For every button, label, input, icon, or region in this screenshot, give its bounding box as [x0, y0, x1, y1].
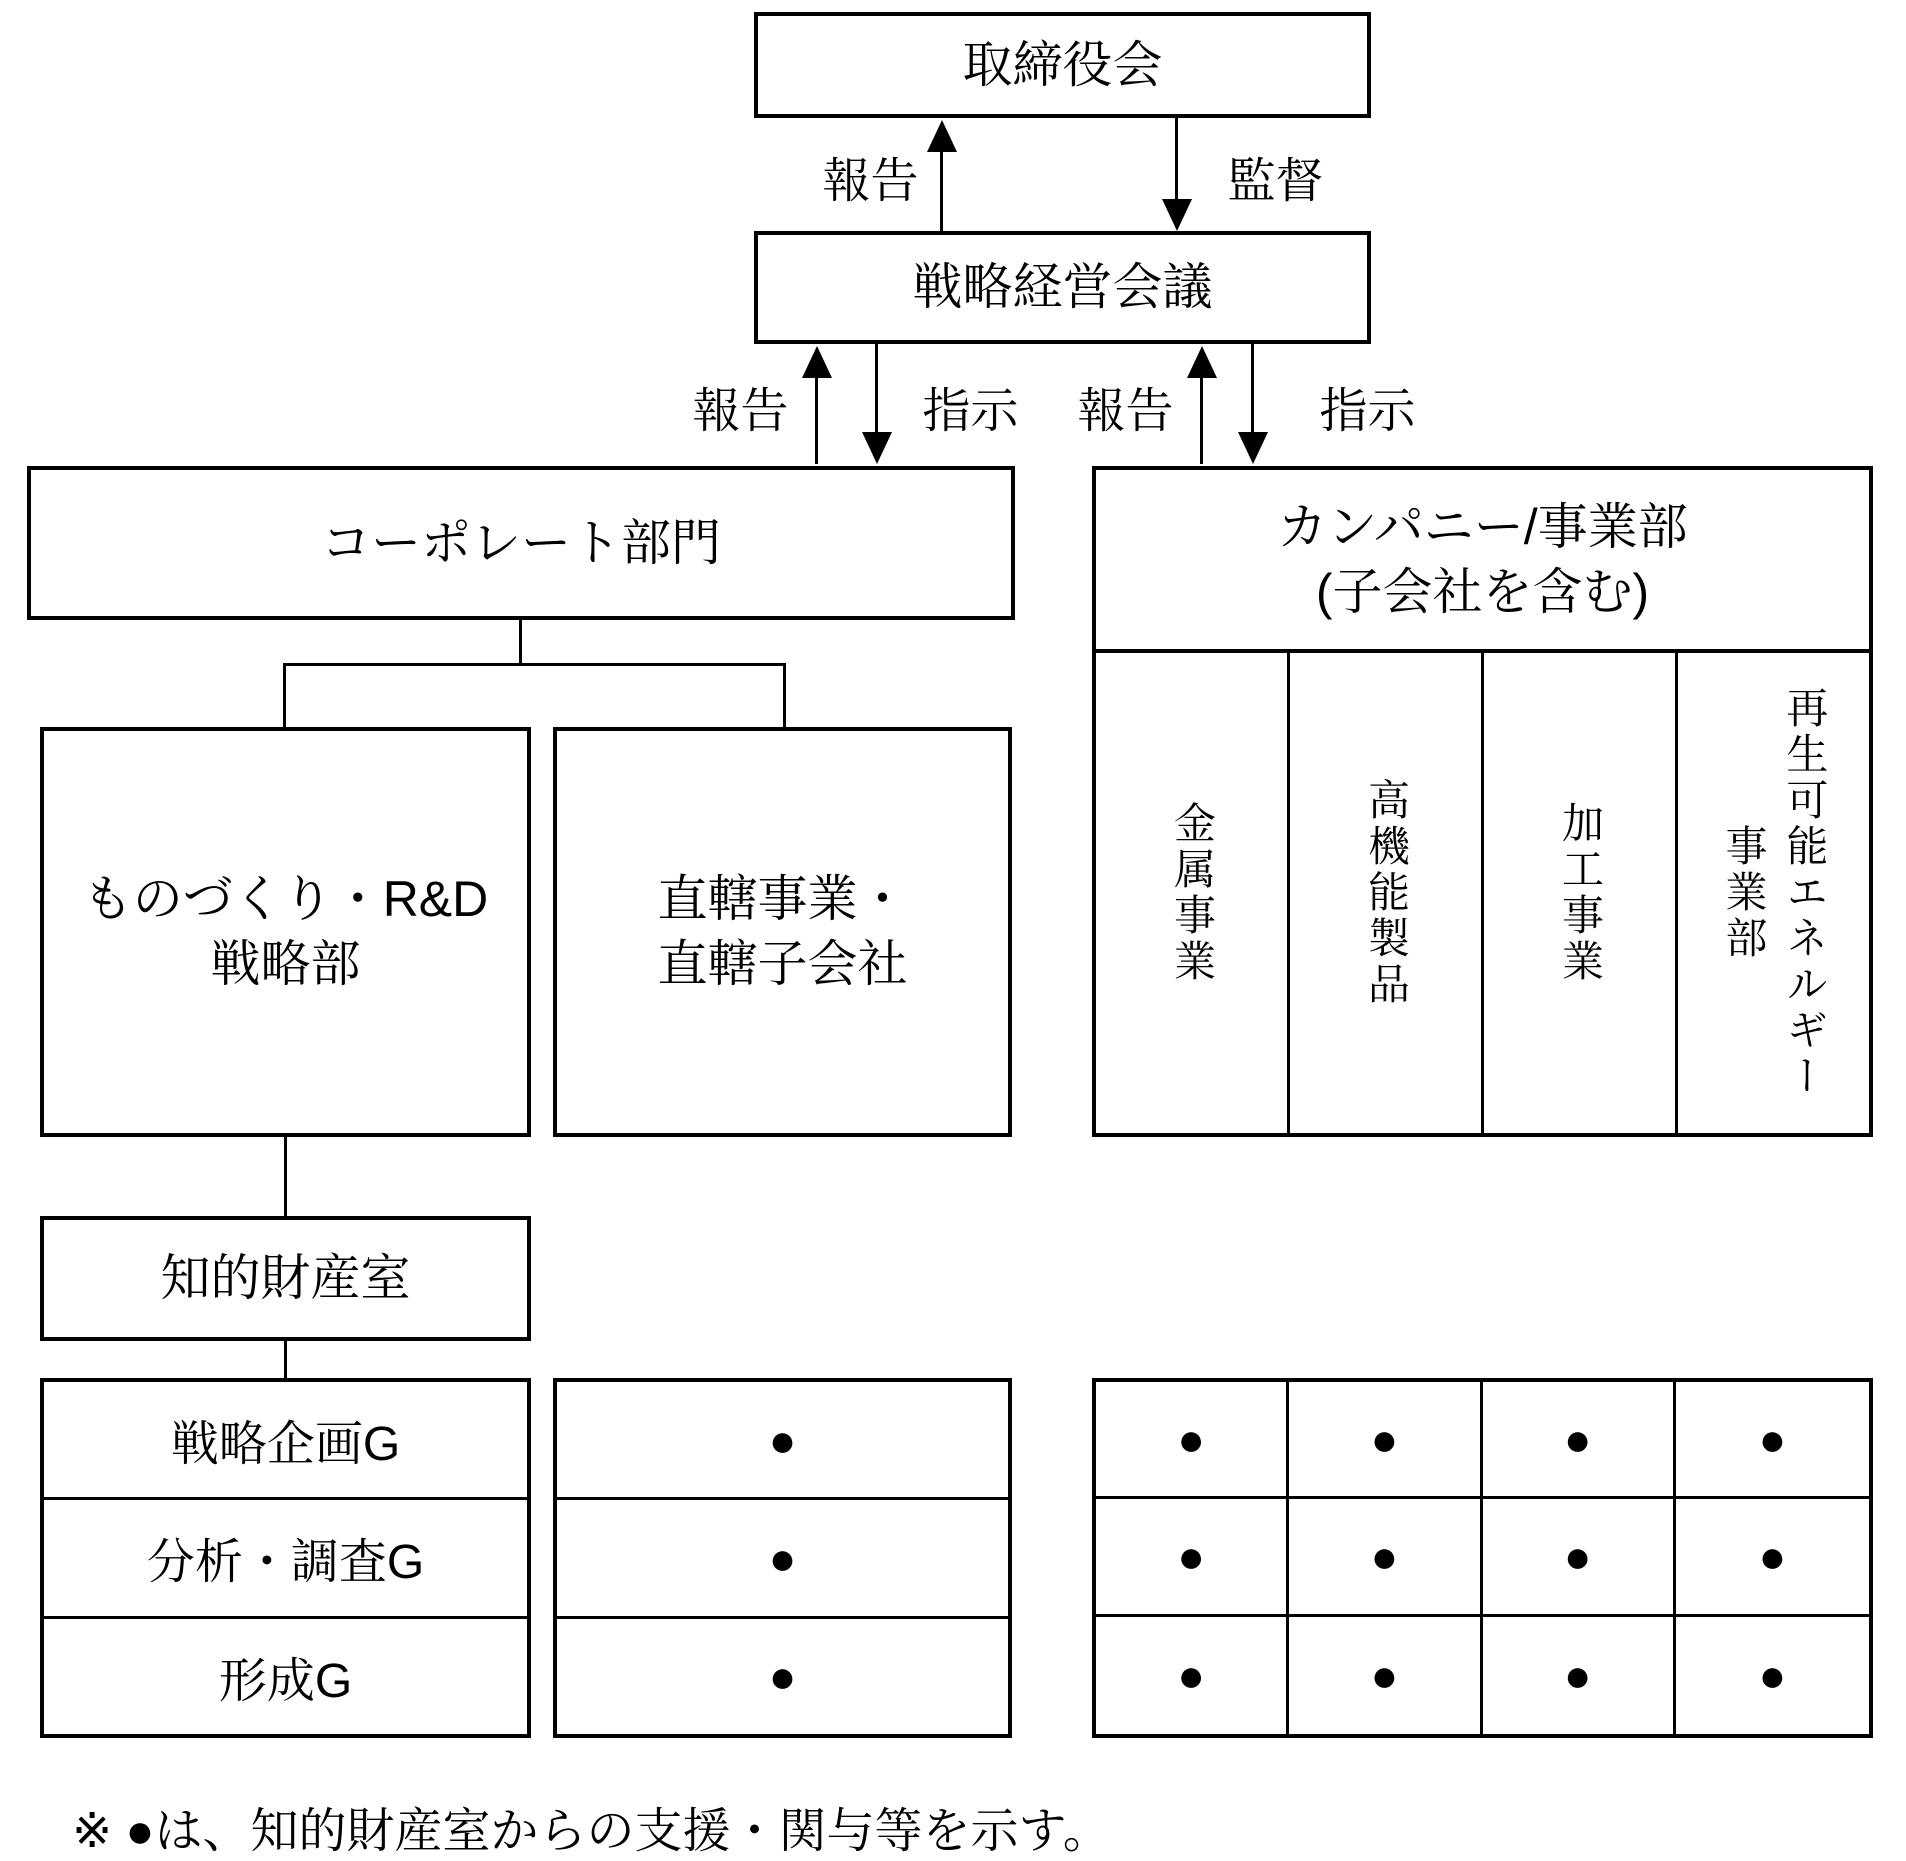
- company-division-box: [1092, 466, 1873, 653]
- report-up-arrow-line: [940, 148, 943, 231]
- strategy-meeting-label: 戦略経営会議: [912, 259, 1213, 315]
- dot-cell: [1483, 1499, 1676, 1616]
- supervise-label: 監督: [1227, 155, 1324, 208]
- company-division-label-line1: カンパニー/事業部: [1277, 498, 1688, 555]
- support-dot: ●: [1758, 1413, 1787, 1466]
- group-analysis-research-label: 分析・調査G: [146, 1536, 425, 1590]
- direct-business-label-line2: 直轄子会社: [657, 936, 908, 992]
- column-renewable-energy-label: [1713, 686, 1835, 1100]
- dot-cell: [1096, 1617, 1289, 1734]
- board-of-directors-label: 取締役会: [962, 36, 1163, 93]
- connector-corporate-stem: [519, 620, 522, 663]
- dot-cell: [557, 1619, 1008, 1734]
- connector-ip-office-top: [284, 1137, 287, 1216]
- corporate-division-box: [27, 466, 1015, 620]
- board-of-directors-box: [754, 12, 1371, 118]
- connector-direct-stub: [783, 663, 786, 727]
- direct-business-dot-table: [553, 1378, 1012, 1738]
- instruct-right-arrow-line: [1251, 344, 1254, 434]
- dot-cell: [1676, 1617, 1869, 1734]
- support-dot: ●: [1758, 1649, 1787, 1702]
- dot-cell: [1483, 1617, 1676, 1734]
- column-processing-business: [1484, 653, 1678, 1133]
- dot-cell: [1096, 1382, 1289, 1499]
- group-row-formation: [44, 1619, 527, 1734]
- report-left-label: 報告: [692, 385, 789, 438]
- supervise-arrowhead: [1162, 199, 1192, 231]
- column-high-performance-products-label: 高機能製品: [1362, 778, 1410, 1008]
- report-right-arrow-line: [1200, 374, 1203, 464]
- renewable-energy-line1: 再生可能エネルギー: [1781, 686, 1829, 1100]
- group-row-analysis-research: [44, 1500, 527, 1618]
- dot-cell: [557, 1382, 1008, 1500]
- support-dot: ●: [1370, 1649, 1399, 1702]
- support-dot: ●: [1563, 1413, 1592, 1466]
- group-rows-table: [40, 1378, 531, 1738]
- instruct-right-arrowhead: [1238, 432, 1268, 464]
- connector-corporate-crossbar: [284, 663, 785, 666]
- instruct-left-arrow-line: [875, 344, 878, 434]
- support-dot: ●: [768, 1650, 797, 1703]
- support-dot: ●: [1563, 1649, 1592, 1702]
- company-division-label-line2: (子会社を含む): [1315, 563, 1650, 620]
- direct-business-box: [553, 727, 1012, 1137]
- direct-business-label-line1: 直轄事業・: [657, 871, 908, 927]
- connector-ip-office-bottom: [284, 1341, 287, 1378]
- support-dot: ●: [1177, 1649, 1206, 1702]
- dot-cell: [1289, 1382, 1482, 1499]
- renewable-energy-line2: 事業部: [1720, 824, 1768, 962]
- support-dot: ●: [1563, 1530, 1592, 1583]
- strategy-meeting-box: [754, 231, 1371, 344]
- dot-cell: [1096, 1499, 1289, 1616]
- support-dot: ●: [768, 1413, 797, 1466]
- dot-cell: [1483, 1382, 1676, 1499]
- column-metal-business: [1096, 653, 1290, 1133]
- instruct-right-label: 指示: [1319, 385, 1416, 438]
- monozukuri-rd-box: [40, 727, 531, 1137]
- connector-monozukuri-stub: [283, 663, 286, 727]
- support-dot: ●: [1177, 1413, 1206, 1466]
- group-row-strategic-planning: [44, 1382, 527, 1500]
- support-dot: ●: [1370, 1530, 1399, 1583]
- report-left-arrow-line: [815, 374, 818, 464]
- column-metal-business-label: 金属事業: [1168, 801, 1216, 985]
- group-strategic-planning-label: 戦略企画G: [170, 1418, 401, 1472]
- business-columns: [1092, 653, 1873, 1137]
- ip-office-box: [40, 1216, 531, 1341]
- report-top-label: 報告: [822, 155, 919, 208]
- ip-office-label: 知的財産室: [160, 1250, 411, 1306]
- dot-cell: [1676, 1382, 1869, 1499]
- footnote: ※ ●は、知的財産室からの支援・関与等を示す。: [72, 1805, 1111, 1858]
- column-high-performance-products: [1290, 653, 1484, 1133]
- dot-cell: [1289, 1617, 1482, 1734]
- report-right-label: 報告: [1077, 385, 1174, 438]
- group-formation-label: 形成G: [218, 1654, 353, 1708]
- column-renewable-energy: [1678, 653, 1869, 1133]
- instruct-left-arrowhead: [862, 432, 892, 464]
- support-dot: ●: [768, 1531, 797, 1584]
- dot-cell: [1289, 1499, 1482, 1616]
- dot-cell: [1676, 1499, 1869, 1616]
- dot-cell: [557, 1500, 1008, 1618]
- corporate-division-label: コーポレート部門: [321, 514, 721, 571]
- supervise-arrow-line: [1175, 118, 1178, 203]
- monozukuri-rd-label-line2: 戦略部: [210, 936, 361, 992]
- business-columns-dot-grid: [1092, 1378, 1873, 1738]
- instruct-left-label: 指示: [922, 385, 1019, 438]
- support-dot: ●: [1370, 1413, 1399, 1466]
- support-dot: ●: [1177, 1530, 1206, 1583]
- support-dot: ●: [1758, 1530, 1787, 1583]
- monozukuri-rd-label-line1: ものづくり・R&D: [82, 871, 489, 927]
- column-processing-business-label: 加工事業: [1556, 801, 1604, 985]
